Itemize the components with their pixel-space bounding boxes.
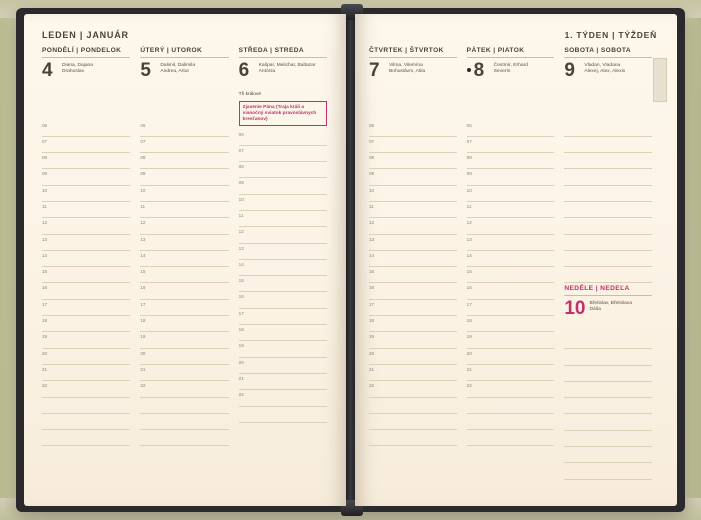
- hour-label: 13: [369, 236, 375, 242]
- hour-label: 22: [42, 383, 48, 389]
- hour-label: 19: [369, 334, 375, 340]
- hour-label: 13: [466, 236, 472, 242]
- hour-label: 07: [369, 138, 375, 144]
- hour-line: [369, 332, 457, 348]
- hour-line: [467, 186, 555, 202]
- hour-line: [467, 316, 555, 332]
- hour-label: 06: [369, 122, 375, 128]
- hour-lines-friday: [467, 121, 555, 447]
- right-page: [355, 14, 677, 506]
- hour-line: [42, 169, 130, 185]
- left-day-columns: [42, 47, 332, 505]
- hour-label: 20: [238, 359, 244, 365]
- hour-line: [42, 153, 130, 169]
- nameday: Kašpar, Melichar, Baltazar: [258, 62, 316, 68]
- left-page: [24, 14, 346, 506]
- hour-label: 20: [42, 350, 48, 356]
- nameday: Antónia: [258, 68, 276, 74]
- blank-line: [564, 153, 652, 169]
- hour-label: 10: [466, 187, 472, 193]
- blank-line: [564, 447, 652, 463]
- hour-label: 07: [140, 138, 146, 144]
- blank-line: [564, 235, 652, 251]
- hour-line: [42, 349, 130, 365]
- hour-label: 17: [238, 310, 244, 316]
- hour-line: [239, 178, 327, 194]
- hour-line: [369, 267, 457, 283]
- hour-label: 18: [140, 318, 146, 324]
- hour-label: 12: [238, 229, 244, 235]
- hour-label: 14: [466, 252, 472, 258]
- hour-label: 08: [466, 155, 472, 161]
- hour-label: 16: [466, 285, 472, 291]
- hour-line: [140, 251, 228, 267]
- hour-line: [239, 325, 327, 341]
- hour-label: 18: [466, 318, 472, 324]
- hour-label: 15: [466, 269, 472, 275]
- hour-label: 16: [238, 294, 244, 300]
- hour-lines-monday: [42, 121, 130, 447]
- nameday: Čestmír, Erhard: [493, 62, 528, 68]
- hour-label: 17: [369, 301, 375, 307]
- hour-line: [467, 365, 555, 381]
- hour-label: 19: [238, 343, 244, 349]
- hour-label: 14: [42, 252, 48, 258]
- hour-line: [140, 316, 228, 332]
- hour-line: [42, 267, 130, 283]
- hour-line: [239, 390, 327, 406]
- hour-label: 07: [238, 147, 244, 153]
- hour-label: 10: [238, 196, 244, 202]
- hour-line: [369, 153, 457, 169]
- hour-label: 12: [369, 220, 375, 226]
- hour-line: [42, 121, 130, 137]
- day-column-wednesday: [234, 47, 332, 505]
- hour-line: [467, 300, 555, 316]
- hour-label: 10: [42, 187, 48, 193]
- hour-line: [140, 218, 228, 234]
- hour-line: [369, 381, 457, 397]
- hour-label: 15: [238, 278, 244, 284]
- hour-label: 22: [466, 383, 472, 389]
- hour-label: 20: [369, 350, 375, 356]
- hour-label: 19: [42, 334, 48, 340]
- hour-label: 11: [369, 203, 374, 209]
- nameday: Vladan, Vladana: [584, 62, 621, 68]
- blank-line: [140, 398, 228, 414]
- hour-label: 20: [466, 350, 472, 356]
- day-number-6: 6: [238, 59, 250, 81]
- sunday-block: [564, 285, 652, 479]
- hour-line: [369, 218, 457, 234]
- column-header-tuesday: ÚTERÝ | UTOROK: [140, 47, 228, 58]
- hour-label: 19: [140, 334, 146, 340]
- hour-label: 18: [238, 327, 244, 333]
- hour-label: 17: [466, 301, 472, 307]
- hour-label: 21: [140, 366, 146, 372]
- day-top-tuesday: [140, 61, 228, 91]
- blank-line: [564, 121, 652, 137]
- hour-label: 06: [42, 122, 48, 128]
- nameday: Dáša: [589, 307, 601, 313]
- hour-line: [239, 146, 327, 162]
- hour-label: 13: [140, 236, 146, 242]
- hour-line: [239, 309, 327, 325]
- hour-line: [467, 202, 555, 218]
- hour-label: 08: [369, 155, 375, 161]
- hour-line: [369, 251, 457, 267]
- nameday-list-thursday: [385, 61, 425, 75]
- blank-line: [564, 333, 652, 349]
- hour-line: [239, 276, 327, 292]
- blank-line: [140, 414, 228, 430]
- day-top-friday: [467, 61, 555, 91]
- blank-line: [42, 414, 130, 430]
- hour-label: 09: [140, 171, 146, 177]
- hour-label: 17: [140, 301, 146, 307]
- hour-line: [369, 300, 457, 316]
- hour-line: [467, 121, 555, 137]
- column-header-monday: PONDĚLÍ | PONDELOK: [42, 47, 130, 58]
- hour-line: [467, 235, 555, 251]
- hour-line: [42, 300, 130, 316]
- day-column-thursday: [369, 47, 462, 505]
- blank-line: [369, 414, 457, 430]
- day-top-thursday: [369, 61, 457, 91]
- open-diary: [16, 8, 685, 512]
- column-header-sunday: NEDĚLE | NEDEĽA: [564, 285, 652, 296]
- week-header: 1. TÝDEN | TÝŽDEŇ: [564, 30, 657, 40]
- blank-lines-sunday: [564, 333, 652, 480]
- hour-label: 14: [369, 252, 375, 258]
- hour-label: 19: [466, 334, 472, 340]
- hour-label: 20: [140, 350, 146, 356]
- hour-line: [42, 218, 130, 234]
- hour-label: 11: [238, 212, 244, 218]
- hour-line: [239, 374, 327, 390]
- hour-line: [140, 202, 228, 218]
- blank-line: [564, 251, 652, 267]
- hour-line: [239, 358, 327, 374]
- hour-line: [369, 137, 457, 153]
- hour-line: [140, 186, 228, 202]
- hour-label: 08: [238, 164, 244, 170]
- hour-line: [369, 169, 457, 185]
- blank-line: [42, 430, 130, 446]
- column-header-text: STŘEDA | STREDA: [238, 47, 305, 54]
- hour-lines-thursday: [369, 121, 457, 447]
- hour-line: [467, 137, 555, 153]
- hour-line: [239, 341, 327, 357]
- hour-line: [369, 365, 457, 381]
- hour-label: 13: [238, 245, 244, 251]
- moon-phase-icon: [467, 68, 471, 72]
- hour-line: [42, 186, 130, 202]
- nameday-list-saturday: [580, 61, 625, 75]
- hour-label: 15: [42, 269, 48, 275]
- blank-line: [564, 382, 652, 398]
- hour-line: [42, 251, 130, 267]
- holiday-note-box: [239, 101, 327, 126]
- hour-label: 11: [466, 203, 472, 209]
- hour-label: 13: [42, 236, 48, 242]
- nameday-list-friday: [490, 61, 528, 75]
- hour-line: [239, 227, 327, 243]
- day-top-sunday: [564, 299, 652, 329]
- hour-label: 21: [466, 366, 472, 372]
- hour-line: [42, 365, 130, 381]
- hour-label: 21: [238, 375, 244, 381]
- hour-line: [239, 292, 327, 308]
- hour-label: 22: [238, 392, 244, 398]
- hour-line: [140, 121, 228, 137]
- day-column-saturday-sunday: [559, 47, 657, 505]
- blank-line: [564, 414, 652, 430]
- hour-line: [369, 235, 457, 251]
- blank-line: [369, 398, 457, 414]
- blank-line: [467, 414, 555, 430]
- holiday-note: Tři králové: [238, 91, 262, 97]
- hour-label: 09: [369, 171, 375, 177]
- hour-line: [467, 349, 555, 365]
- day-number-9: 9: [564, 59, 575, 81]
- blank-line: [140, 430, 228, 446]
- hour-line: [42, 202, 130, 218]
- blank-line: [564, 349, 652, 365]
- hour-label: 14: [238, 261, 244, 267]
- blank-line: [564, 218, 652, 234]
- hour-line: [140, 267, 228, 283]
- day-top-monday: [42, 61, 130, 91]
- hour-label: 22: [140, 383, 146, 389]
- hour-line: [239, 195, 327, 211]
- day-column-monday: [42, 47, 135, 505]
- hour-line: [239, 130, 327, 146]
- hour-line: [42, 283, 130, 299]
- blank-line: [467, 430, 555, 446]
- hour-line: [369, 121, 457, 137]
- nameday: Andrea, Artur: [160, 68, 190, 74]
- day-column-friday: [462, 47, 560, 505]
- hour-label: 12: [466, 220, 472, 226]
- hour-line: [467, 381, 555, 397]
- blank-lines-saturday: [564, 121, 652, 284]
- hour-label: 15: [369, 269, 375, 275]
- day-top-saturday: [564, 61, 652, 91]
- hour-line: [369, 202, 457, 218]
- hour-label: 11: [140, 203, 146, 209]
- hour-label: 11: [42, 203, 47, 209]
- hour-line: [239, 162, 327, 178]
- hour-lines-tuesday: [140, 121, 228, 447]
- hour-line: [467, 283, 555, 299]
- hour-line: [467, 267, 555, 283]
- hour-line: [42, 316, 130, 332]
- hour-line: [239, 244, 327, 260]
- hour-label: 06: [238, 131, 244, 137]
- nameday: Dalimil, Dalimila: [160, 62, 196, 68]
- hour-label: 06: [466, 122, 472, 128]
- hour-line: [140, 283, 228, 299]
- day-top-wednesday: [239, 61, 327, 91]
- hour-label: 16: [369, 285, 375, 291]
- blank-line: [564, 137, 652, 153]
- column-header-wednesday: [239, 47, 327, 58]
- nameday-list-monday: [58, 61, 93, 75]
- hour-line: [467, 169, 555, 185]
- blank-line: [564, 398, 652, 414]
- nameday-list-sunday: [585, 299, 632, 313]
- blank-line: [564, 169, 652, 185]
- hour-label: 18: [42, 318, 48, 324]
- hour-line: [140, 349, 228, 365]
- right-day-columns: [369, 47, 657, 505]
- hour-label: 08: [42, 155, 48, 161]
- hour-label: 09: [238, 180, 244, 186]
- hour-line: [467, 153, 555, 169]
- hour-line: [140, 153, 228, 169]
- hour-label: 09: [466, 171, 472, 177]
- day-column-tuesday: [135, 47, 233, 505]
- hour-line: [140, 300, 228, 316]
- nameday: Diana, Dajana: [62, 62, 93, 68]
- day-number-5: 5: [140, 59, 151, 81]
- nameday: Alexej, Alex, Alexis: [584, 68, 626, 74]
- hour-label: 16: [140, 285, 146, 291]
- hour-line: [140, 365, 228, 381]
- blank-line: [564, 202, 652, 218]
- day-number-4: 4: [42, 59, 53, 81]
- hour-line: [467, 218, 555, 234]
- nameday-list-wednesday: [255, 61, 316, 75]
- blank-line: [467, 398, 555, 414]
- hour-line: [140, 235, 228, 251]
- hour-label: 21: [42, 366, 48, 372]
- hour-label: 16: [42, 285, 48, 291]
- hour-line: [239, 260, 327, 276]
- nameday-list-tuesday: [156, 61, 195, 75]
- hour-label: 07: [42, 138, 48, 144]
- day-number-7: 7: [369, 59, 380, 81]
- hour-line: [140, 381, 228, 397]
- hour-label: 12: [140, 220, 146, 226]
- nameday: Severín: [493, 68, 511, 74]
- hour-line: [467, 251, 555, 267]
- hour-line: [140, 169, 228, 185]
- hour-label: 17: [42, 301, 48, 307]
- blank-line: [564, 267, 652, 283]
- hour-label: 08: [140, 155, 146, 161]
- blank-line: [42, 398, 130, 414]
- hour-line: [42, 381, 130, 397]
- hour-line: [42, 137, 130, 153]
- column-header-thursday: ČTVRTEK | ŠTVRTOK: [369, 47, 457, 58]
- nameday: Vilma, Vilemína: [389, 62, 423, 68]
- hour-line: [369, 349, 457, 365]
- hour-label: 09: [42, 171, 48, 177]
- hour-line: [467, 332, 555, 348]
- blank-line: [239, 407, 327, 423]
- hour-lines-wednesday: [239, 130, 327, 423]
- day-number-10: 10: [564, 297, 586, 319]
- hour-line: [140, 332, 228, 348]
- nameday: Břetislav, Břetislava: [589, 300, 633, 306]
- day-number-8: 8: [473, 59, 485, 81]
- month-header: LEDEN | JANUÁR: [42, 30, 129, 40]
- column-header-saturday: SOBOTA | SOBOTA: [564, 47, 652, 58]
- hour-line: [369, 186, 457, 202]
- nameday: Bohuslávm, Atila: [389, 68, 426, 74]
- hour-line: [42, 332, 130, 348]
- holiday-note-red: Zjavenie Pána (Traja králi a vianočný sviatok pravoslávnych kresťanov): [242, 104, 317, 122]
- hour-line: [239, 211, 327, 227]
- hour-line: [369, 283, 457, 299]
- hour-line: [369, 316, 457, 332]
- hour-line: [42, 235, 130, 251]
- blank-line: [369, 430, 457, 446]
- column-header-friday: PÁTEK | PIATOK: [467, 47, 555, 58]
- blank-line: [564, 463, 652, 479]
- blank-line: [564, 366, 652, 382]
- hour-label: 12: [42, 220, 48, 226]
- hour-label: 22: [369, 383, 375, 389]
- hour-label: 10: [369, 187, 375, 193]
- hour-label: 18: [369, 318, 375, 324]
- hour-label: 07: [466, 138, 472, 144]
- hour-label: 15: [140, 269, 146, 275]
- hour-label: 06: [140, 122, 146, 128]
- hour-label: 10: [140, 187, 146, 193]
- hour-line: [140, 137, 228, 153]
- hour-label: 21: [369, 366, 375, 372]
- blank-line: [564, 186, 652, 202]
- nameday: Drahoslav: [62, 68, 85, 74]
- blank-line: [564, 431, 652, 447]
- hour-label: 14: [140, 252, 146, 258]
